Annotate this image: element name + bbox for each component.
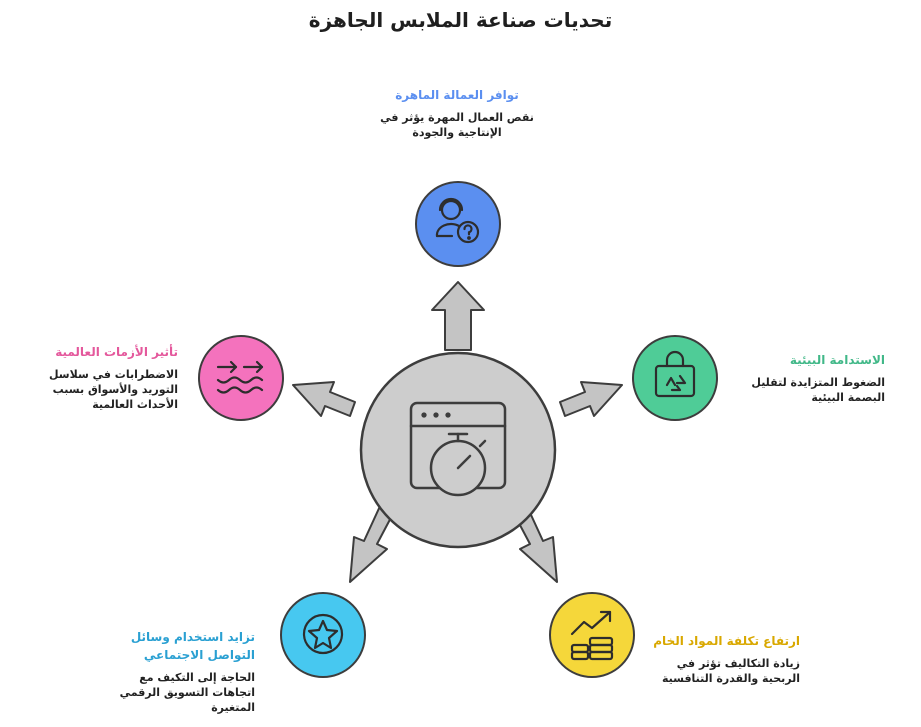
sustainability-heading: الاستدامة البيئية bbox=[789, 353, 885, 367]
node-global-crises bbox=[199, 336, 283, 420]
node-labor bbox=[416, 182, 500, 266]
node-sustainability bbox=[633, 336, 717, 420]
label-sustainability bbox=[730, 351, 885, 405]
raw-materials-description: زيادة التكاليف تؤثر في الربحية والقدرة التنافسية bbox=[661, 657, 800, 685]
sustainability-description: الضغوط المتزايدة لتقليل البصمة البيئية bbox=[751, 376, 885, 404]
arrow-left bbox=[293, 382, 355, 416]
labor-description: نقص العمال المهرة يؤثر في الإنتاجية والجودة bbox=[380, 111, 534, 139]
social-media-heading: تزايد استخدام وسائل التواصل الاجتماعي bbox=[130, 630, 255, 662]
node-raw-materials bbox=[550, 593, 634, 677]
raw-materials-heading: ارتفاع تكلفة المواد الخام bbox=[653, 634, 800, 648]
label-labor bbox=[367, 86, 547, 140]
hub bbox=[361, 353, 555, 547]
labor-heading: توافر العمالة الماهرة bbox=[395, 88, 519, 102]
social-media-description: الحاجة إلى التكيف مع اتجاهات التسويق الرقمي المتغيرة bbox=[119, 671, 255, 714]
global-crises-heading: تأثير الأزمات العالمية bbox=[55, 345, 178, 359]
arrow-right bbox=[560, 382, 622, 416]
label-social-media bbox=[95, 628, 255, 715]
arrow-up bbox=[432, 282, 484, 350]
label-global-crises bbox=[18, 343, 178, 412]
node-social-media bbox=[281, 593, 365, 677]
label-raw-materials bbox=[645, 632, 800, 686]
global-crises-description: الاضطرابات في سلاسل التوريد والأسواق بسبب الأحداث العالمية bbox=[48, 368, 178, 411]
page-title: تحديات صناعة الملابس الجاهزة bbox=[308, 8, 613, 32]
